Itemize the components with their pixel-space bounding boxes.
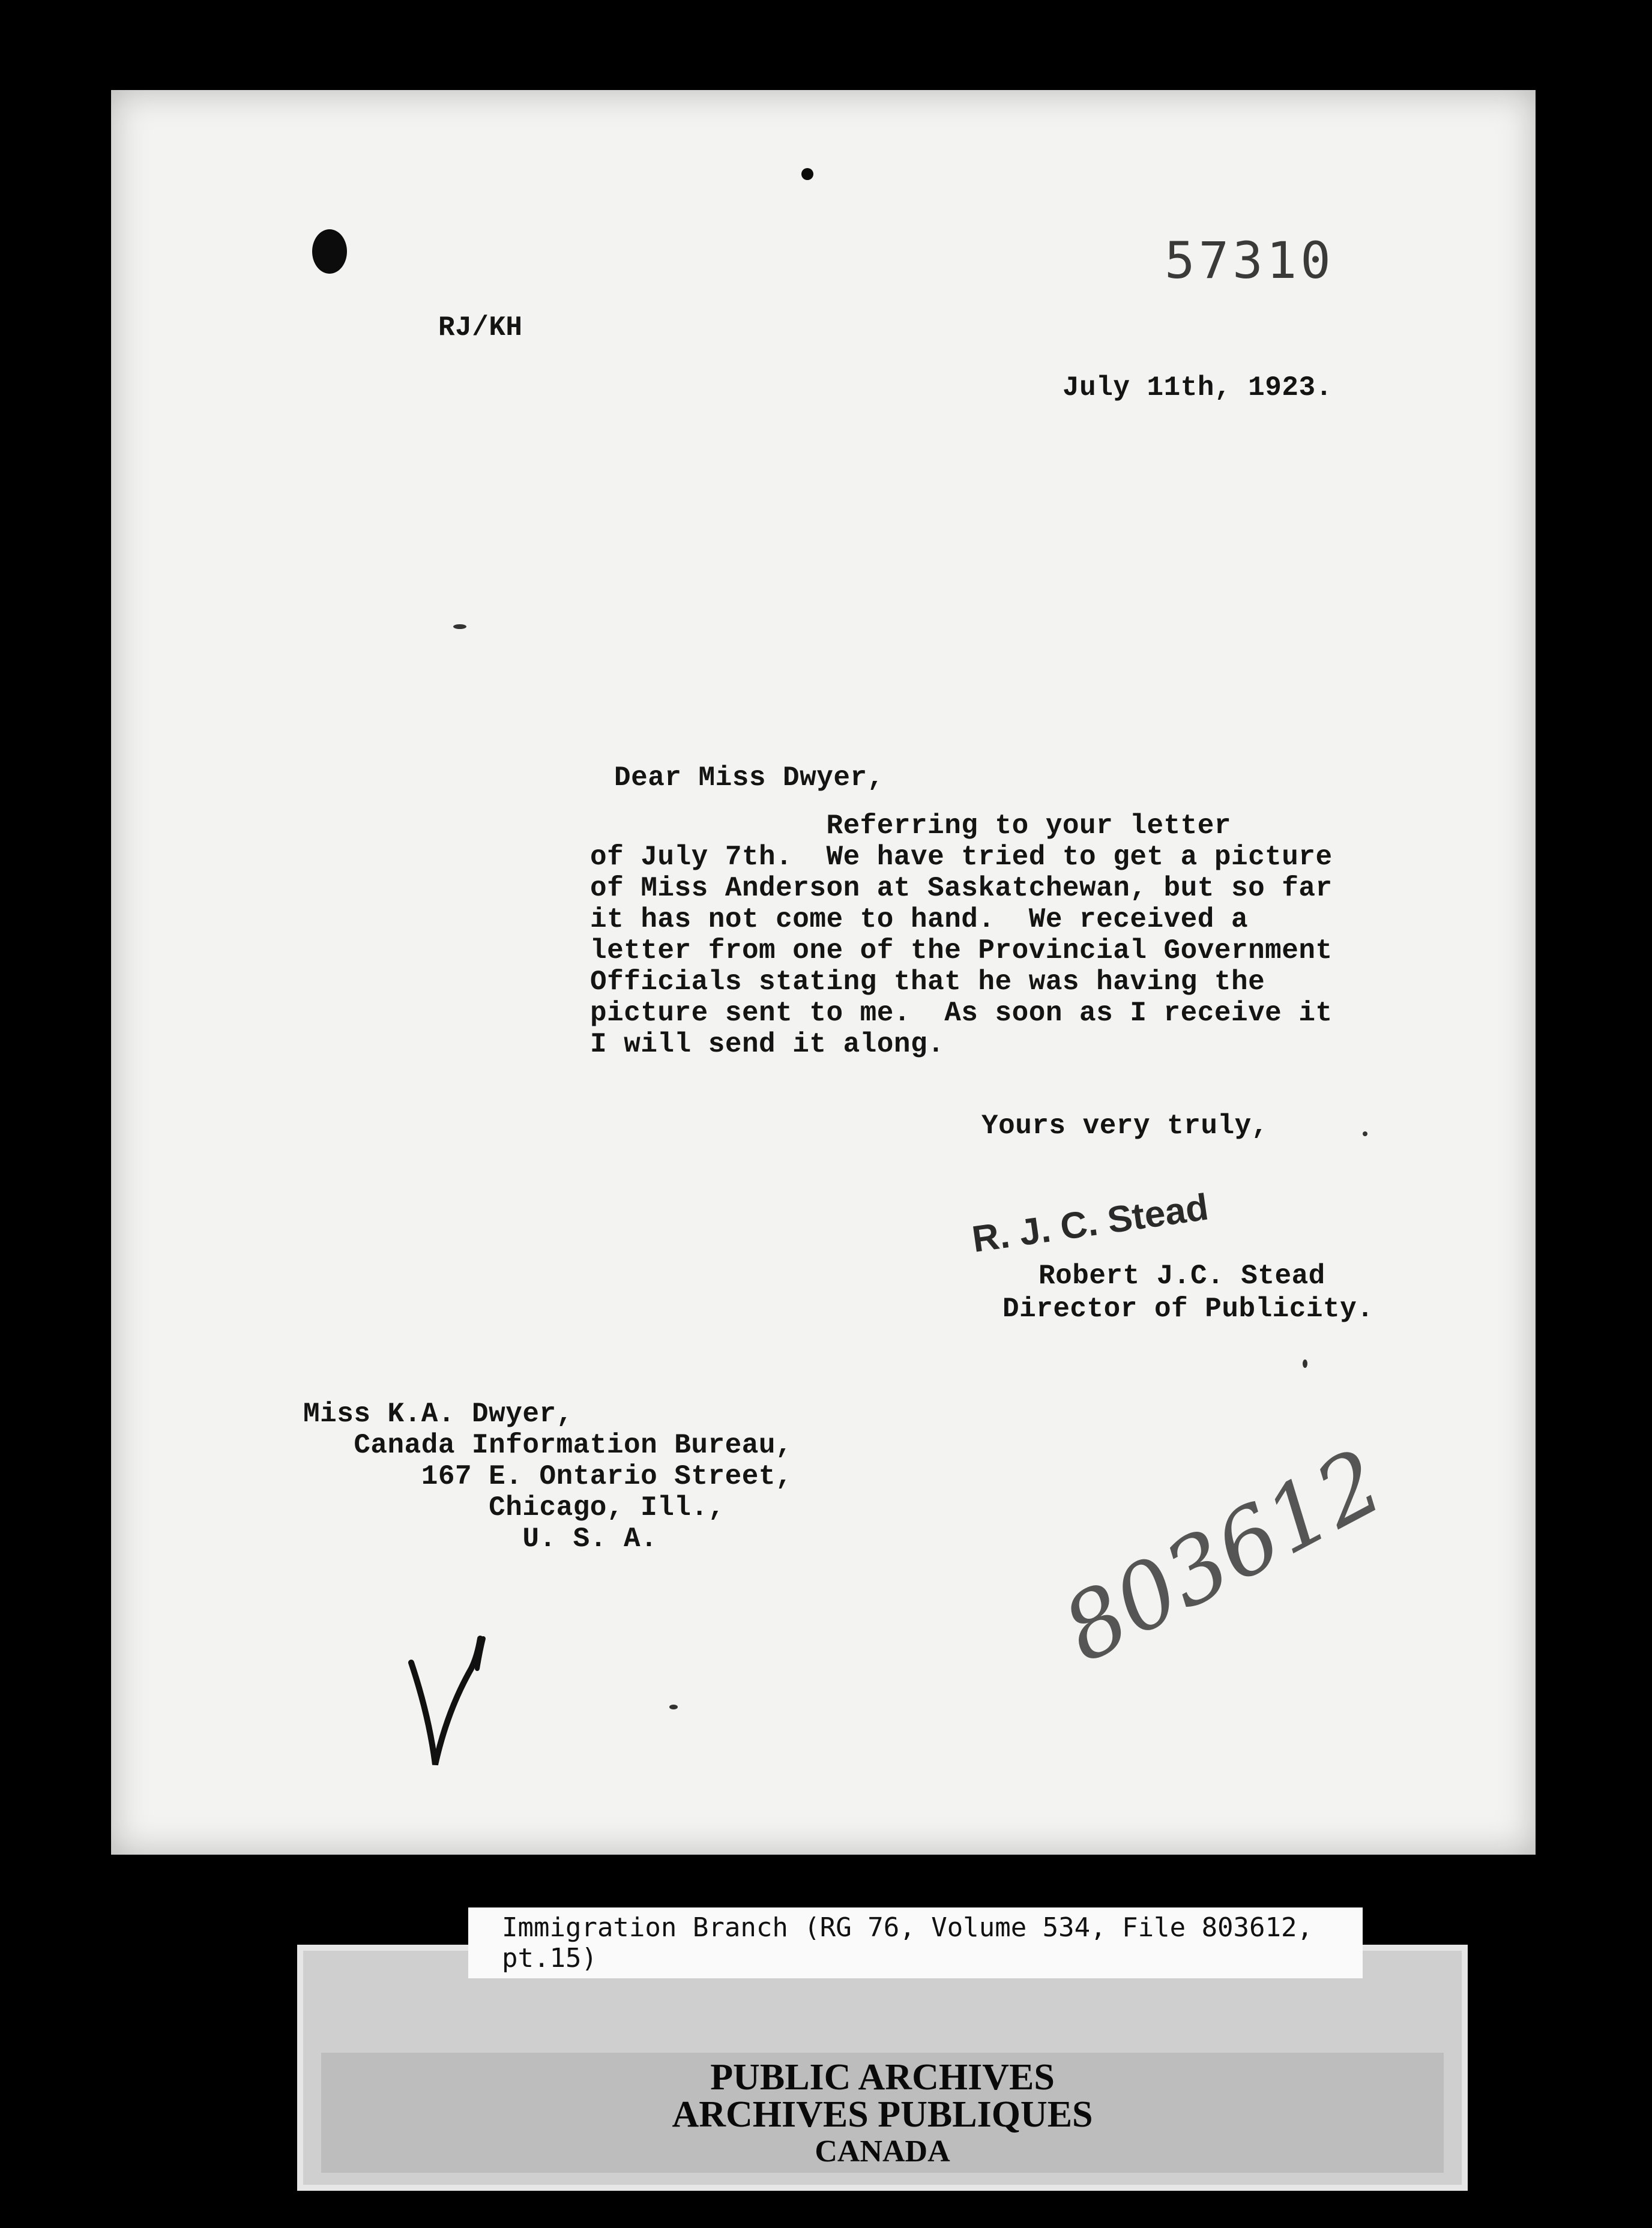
body-line: letter from one of the Provincial Government	[590, 935, 1333, 966]
signer-title: Director of Publicity.	[1002, 1293, 1374, 1325]
reference-initials: RJ/KH	[438, 312, 523, 343]
speck	[669, 1705, 678, 1709]
body-line: of Miss Anderson at Saskatchewan, but so far	[590, 873, 1333, 904]
punch-hole	[312, 229, 347, 274]
checkmark-icon	[405, 1627, 525, 1771]
handwritten-file-number: 803612	[1046, 1429, 1399, 1683]
body-line: Referring to your letter	[590, 810, 1231, 842]
recipient-address	[303, 1399, 792, 1555]
salutation: Dear Miss Dwyer,	[614, 762, 884, 793]
archive-stamp-line: PUBLIC ARCHIVES	[710, 2057, 1055, 2098]
archive-box	[297, 1945, 1468, 2191]
letter-date: July 11th, 1923.	[1063, 372, 1333, 403]
speck	[1303, 1359, 1307, 1368]
speck	[1363, 1131, 1367, 1136]
body-line: Officials stating that he was having the	[590, 966, 1265, 998]
body-line: it has not come to hand. We received a	[590, 904, 1249, 935]
address-line: Chicago, Ill.,	[303, 1492, 725, 1523]
archive-stamp	[303, 2059, 1462, 2170]
speck	[453, 624, 466, 629]
signer-name: Robert J.C. Stead	[1039, 1260, 1325, 1292]
archive-stamp-line: ARCHIVES PUBLIQUES	[672, 2094, 1093, 2135]
body-line: I will send it along.	[590, 1029, 945, 1060]
punch-hole-small	[801, 168, 813, 180]
address-line: U. S. A.	[303, 1523, 658, 1555]
letter-page	[111, 90, 1536, 1855]
address-line: Canada Information Bureau,	[303, 1430, 793, 1461]
address-line: 167 E. Ontario Street,	[303, 1461, 793, 1492]
body-line: of July 7th. We have tried to get a picture	[590, 842, 1333, 873]
body-line: picture sent to me. As soon as I receive it	[590, 998, 1333, 1029]
file-stamp-number: 57310	[1165, 231, 1334, 290]
signature-stamp: R. J. C. Stead	[969, 1186, 1211, 1261]
address-line: Miss K.A. Dwyer,	[303, 1399, 573, 1430]
archive-stamp-line: CANADA	[815, 2134, 950, 2169]
archive-reference-text: Immigration Branch (RG 76, Volume 534, File 803612, pt.15)	[502, 1912, 1313, 1974]
closing: Yours very truly,	[981, 1110, 1268, 1142]
letter-body	[590, 810, 1333, 1060]
archive-reference-label	[468, 1907, 1363, 1978]
